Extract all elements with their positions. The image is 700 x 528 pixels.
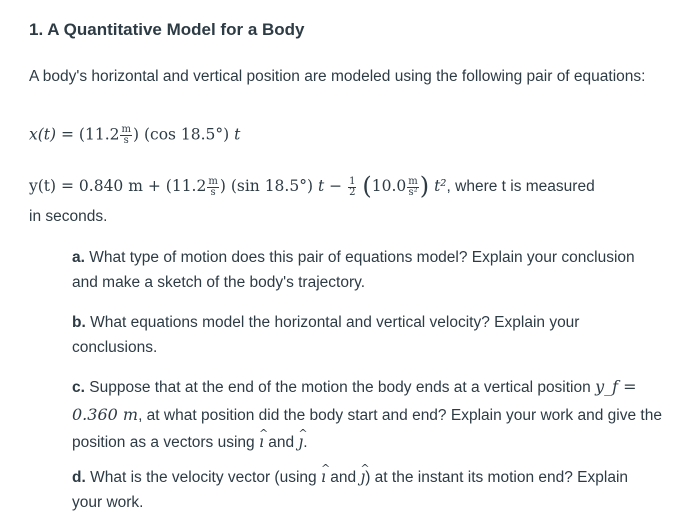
eq1-unit: $\frac{m}{s}$	[121, 124, 131, 146]
i-hat-icon: ^ ı	[259, 429, 264, 456]
eq2-minus: −	[329, 177, 343, 195]
eq2-half: $\frac{1}{2}$	[349, 175, 356, 198]
question-d	[72, 465, 662, 515]
j-hat-icon: ^ ȷ	[298, 429, 303, 456]
question-c-end: .	[303, 434, 308, 451]
eq2-lhs: y(t) = 0.840 m +	[29, 177, 166, 195]
eq2-unit: $\frac{m}{s}$	[208, 175, 218, 198]
eq2-g-unit: $\frac{m}{\text{s²}}$	[408, 175, 418, 198]
eq1-lhs: x(t) =	[29, 125, 79, 144]
page-title: 1. A Quantitative Model for a Body	[29, 20, 305, 39]
eq2-bigparen-open: (	[362, 172, 372, 200]
question-c-post: , at what position did the body start and end? Explain your work and give the position as a vectors using	[72, 407, 662, 451]
question-d-pre: What is the velocity vector (using	[85, 469, 321, 486]
eq2-open: (	[165, 177, 172, 195]
j-hat-icon: ^ ȷ	[360, 465, 365, 490]
eq2-t2: t²	[434, 177, 447, 195]
question-d-and: and	[325, 469, 361, 486]
question-a-label: a.	[72, 249, 85, 266]
question-c-pre: Suppose that at the end of the motion the body ends at a vertical position	[84, 379, 596, 396]
eq2-trig: (sin 18.5°)	[230, 177, 314, 195]
question-b	[72, 310, 662, 360]
question-c-yf: y_f = 0.360 m	[72, 377, 637, 424]
eq2-g: 10.0	[371, 177, 407, 195]
eq2-bigparen-close: )	[419, 172, 430, 200]
i-hat-icon: ^ ı	[321, 465, 326, 490]
question-d-label: d.	[72, 469, 86, 486]
question-a-text: What type of motion does this pair of equations model? Explain your conclusion and make a sketch of the body's trajectory.	[72, 249, 635, 291]
question-a	[72, 245, 662, 295]
eq2-close: )	[219, 177, 226, 195]
eq1-var: t	[234, 125, 241, 144]
eq2-var: t	[317, 177, 325, 195]
equation-y	[29, 172, 595, 200]
question-c-label: c.	[72, 379, 85, 396]
eq1-close: )	[132, 125, 140, 144]
question-c-and: and	[263, 434, 299, 451]
eq2-coef: 11.2	[171, 177, 207, 195]
question-c	[72, 373, 662, 456]
eq1-coef: 11.2	[84, 125, 120, 144]
intro-text: A body's horizontal and vertical position are modeled using the following pair of equations:	[29, 68, 646, 85]
question-b-text: What equations model the horizontal and vertical velocity? Explain your conclusions.	[72, 314, 580, 356]
eq1-open: (	[78, 125, 85, 144]
eq1-trig: (cos 18.5°)	[143, 125, 230, 144]
eq2-tail: , where t is measured	[446, 178, 595, 195]
question-b-label: b.	[72, 314, 86, 331]
equation-x	[29, 125, 240, 146]
seconds-text: in seconds.	[29, 208, 108, 225]
question-d-post: ) at the instant its motion end? Explain your work.	[72, 469, 629, 511]
